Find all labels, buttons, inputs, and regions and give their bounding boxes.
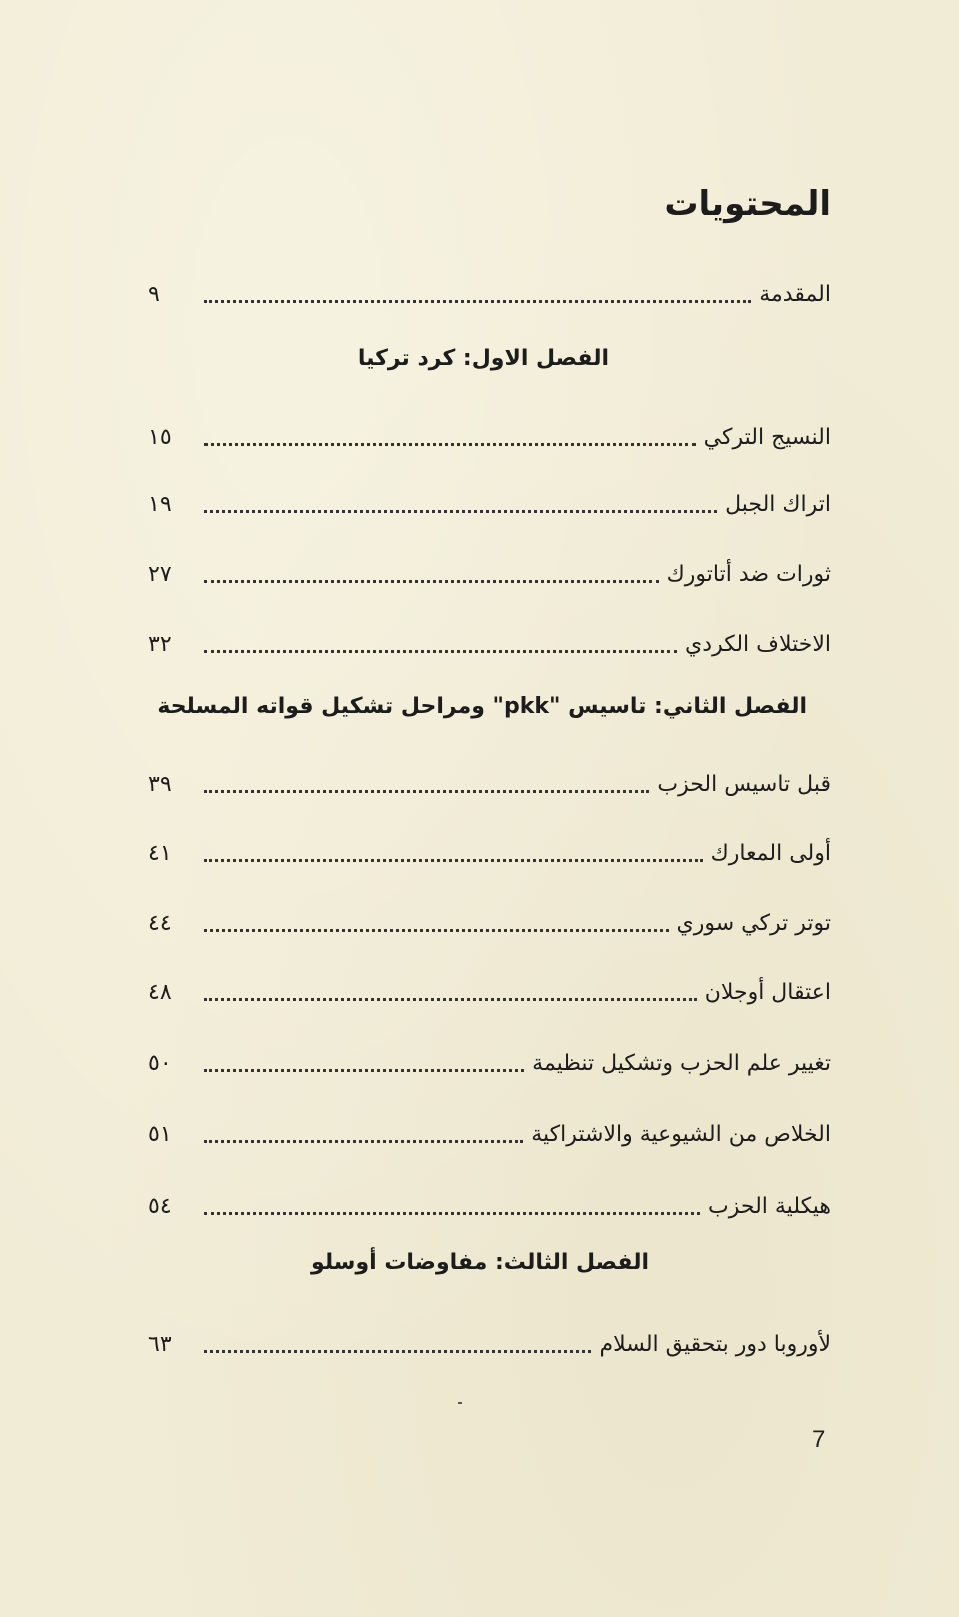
leader-dots bbox=[204, 998, 697, 1001]
toc-entry bbox=[148, 546, 831, 590]
leader-dots bbox=[204, 1350, 591, 1353]
toc-entry bbox=[148, 616, 831, 660]
chapter-heading-1: الفصل الاول: كرد تركيا bbox=[357, 346, 609, 371]
leader-dots bbox=[204, 510, 717, 513]
leader-dots bbox=[204, 929, 669, 932]
toc-entry-page: ٥١ bbox=[148, 1122, 172, 1147]
toc-entry-page: ٢٧ bbox=[148, 562, 172, 587]
leader-dots bbox=[204, 790, 649, 793]
toc-entry-label: أولى المعارك bbox=[710, 841, 831, 866]
chapter-heading-3: الفصل الثالث: مفاوضات أوسلو bbox=[311, 1250, 649, 1275]
toc-entry-page: ٤٨ bbox=[148, 980, 172, 1005]
toc-entry bbox=[148, 1316, 831, 1360]
toc-entry-label: لأوروبا دور بتحقيق السلام bbox=[599, 1332, 831, 1357]
toc-entry bbox=[148, 1035, 831, 1079]
toc-entry-intro bbox=[148, 266, 831, 310]
toc-entry bbox=[148, 409, 831, 453]
toc-entry bbox=[148, 756, 831, 800]
leader-dots bbox=[204, 859, 703, 862]
toc-entry-label: المقدمة bbox=[759, 282, 831, 307]
toc-entry-page: ١٥ bbox=[148, 425, 172, 450]
toc-entry-page: ٥٠ bbox=[148, 1051, 172, 1076]
toc-entry-page: ٣٩ bbox=[148, 772, 172, 797]
toc-entry-label: ثورات ضد أتاتورك bbox=[666, 562, 831, 587]
toc-entry-label: الخلاص من الشيوعية والاشتراكية bbox=[531, 1122, 831, 1147]
toc-entry-page: ١٩ bbox=[148, 492, 172, 517]
page-title: المحتويات bbox=[664, 184, 831, 224]
toc-entry-label: تغيير علم الحزب وتشكيل تنظيمة bbox=[532, 1051, 831, 1076]
toc-entry bbox=[148, 964, 831, 1008]
toc-entry-label: توتر تركي سوري bbox=[676, 911, 831, 936]
leader-dots bbox=[204, 443, 696, 446]
toc-entry bbox=[148, 1106, 831, 1150]
toc-entry-label: الاختلاف الكردي bbox=[685, 632, 831, 657]
toc-entry-label: قبل تاسيس الحزب bbox=[657, 772, 831, 797]
page-number: 7 bbox=[812, 1426, 826, 1453]
toc-entry-label: النسيج التركي bbox=[703, 425, 831, 450]
toc-entry-page: ٣٢ bbox=[148, 632, 172, 657]
toc-entry-page: ٦٣ bbox=[148, 1332, 172, 1357]
leader-dots bbox=[204, 1069, 524, 1072]
toc-entry bbox=[148, 825, 831, 869]
leader-dots bbox=[204, 650, 677, 653]
toc-entry-label: اعتقال أوجلان bbox=[704, 980, 831, 1005]
toc-entry-label: اتراك الجبل bbox=[725, 492, 831, 517]
chapter-heading-2: الفصل الثاني: تاسيس "pkk" ومراحل تشكيل قواته المسلحة bbox=[157, 694, 807, 719]
toc-entry-page: ٤١ bbox=[148, 841, 172, 866]
print-speck bbox=[458, 1402, 462, 1404]
leader-dots bbox=[204, 1212, 700, 1215]
leader-dots bbox=[204, 580, 659, 583]
toc-entry bbox=[148, 895, 831, 939]
toc-entry-page: ٤٤ bbox=[148, 911, 172, 936]
leader-dots bbox=[204, 1140, 523, 1143]
toc-entry-page: ٥٤ bbox=[148, 1194, 172, 1219]
toc-entry-page: ٩ bbox=[148, 282, 160, 307]
toc-entry bbox=[148, 476, 831, 520]
toc-entry bbox=[148, 1178, 831, 1222]
leader-dots bbox=[204, 300, 751, 303]
toc-entry-label: هيكلية الحزب bbox=[708, 1194, 831, 1219]
